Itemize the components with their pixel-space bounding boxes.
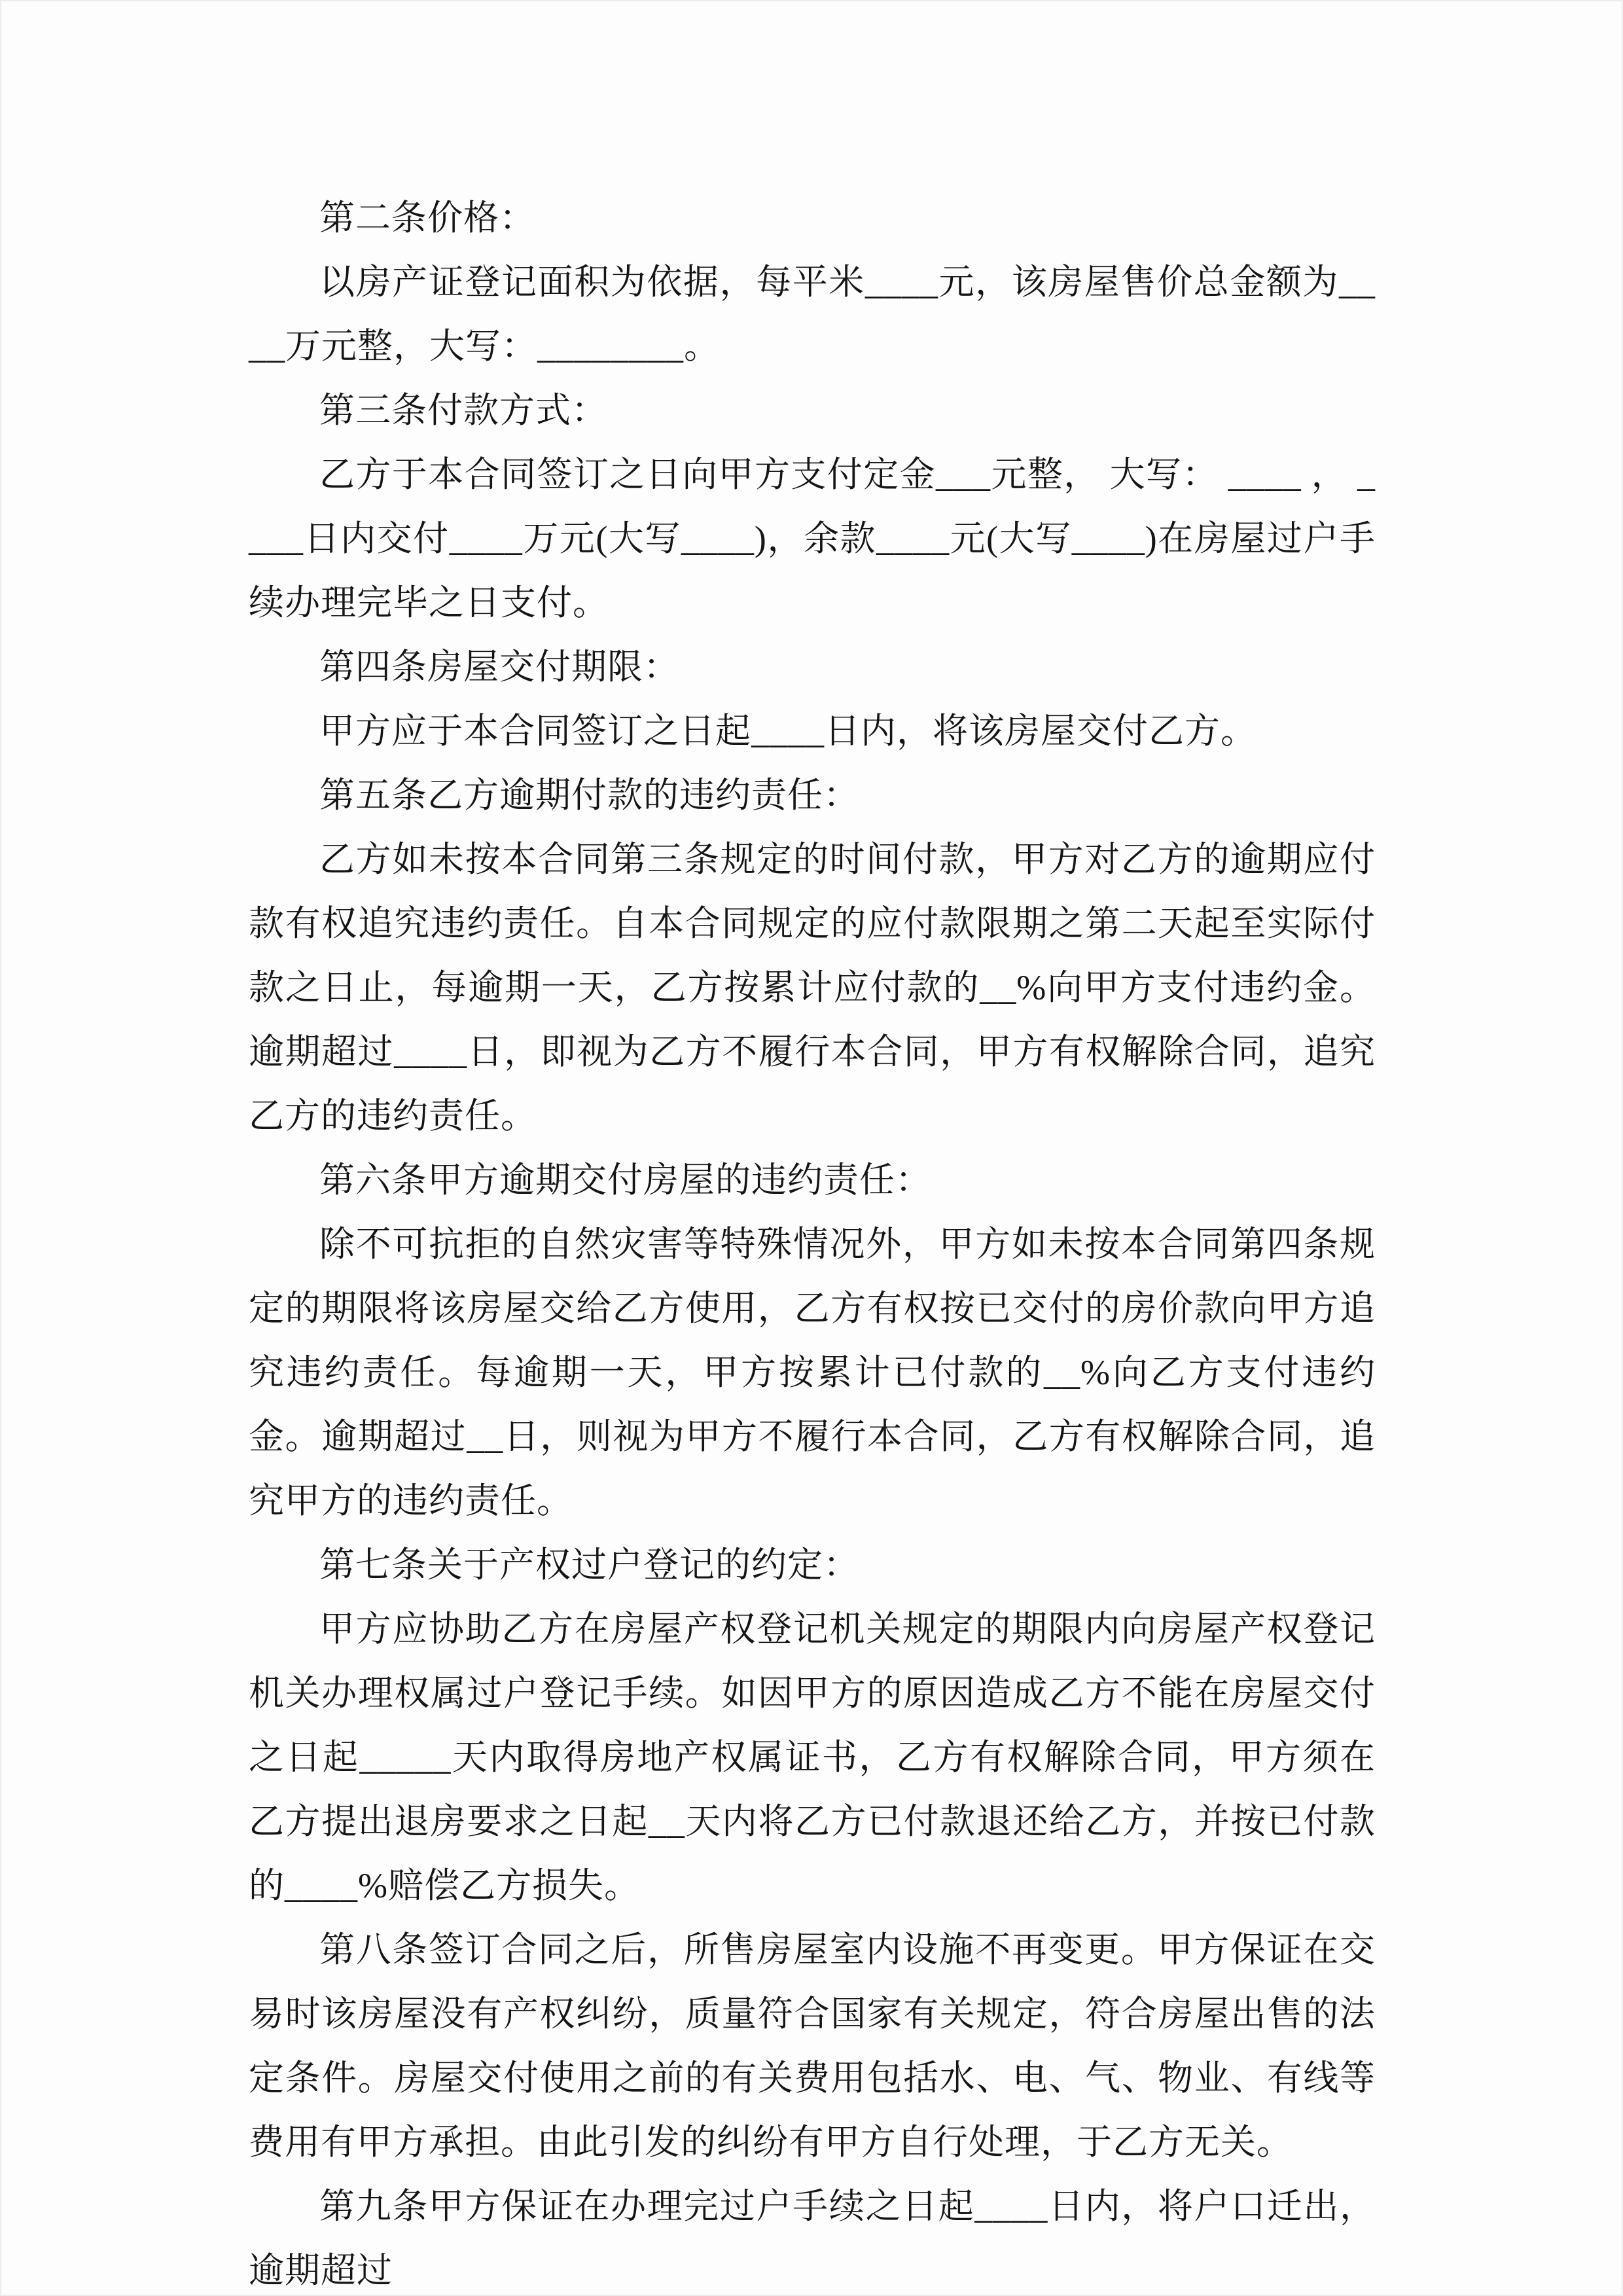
clause-body-hukou-moveout: 第九条甲方保证在办理完过户手续之日起____日内，将户口迁出，逾期超过 — [249, 2187, 1376, 2290]
clause-heading-price: 第二条价格： — [319, 198, 535, 238]
clause-heading-delivery-deadline: 第四条房屋交付期限： — [319, 647, 679, 687]
clause-body-price: 以房产证登记面积为依据，每平米____元，该房屋售价总金额为____万元整，大写：________。 — [249, 262, 1376, 366]
clause-body-fixtures-and-fees: 第八条签订合同之后，所售房屋室内设施不再变更。甲方保证在交易时该房屋没有产权纠纷，质量符合国家有关规定，符合房屋出售的法定条件。房屋交付使用之前的有关费用包括水、电、气、物业、有线等费用有甲方承担。由此引发的纠纷有甲方自行处理，于乙方无关。 — [249, 1930, 1376, 2162]
clause-body-buyer-late-payment: 乙方如未按本合同第三条规定的时间付款，甲方对乙方的逾期应付款有权追究违约责任。自本合同规定的应付款限期之第二天起至实际付款之日止，每逾期一天，乙方按累计应付款的__%向甲方支付违约金。逾期超过____日，即视为乙方不履行本合同，甲方有权解除合同，追究乙方的违约责任。 — [249, 840, 1376, 1136]
clause-body-seller-late-delivery: 除不可抗拒的自然灾害等特殊情况外，甲方如未按本合同第四条规定的期限将该房屋交给乙方使用，乙方有权按已交付的房价款向甲方追究违约责任。每逾期一天，甲方按累计已付款的__%向乙方支付违约金。逾期超过__日，则视为甲方不履行本合同，乙方有权解除合同，追究甲方的违约责任。 — [249, 1225, 1376, 1520]
clause-heading-payment-method: 第三条付款方式： — [319, 391, 607, 430]
clause-body-payment-method: 乙方于本合同签订之日向甲方支付定金___元整， 大写： ____ ， ____日内交付____万元(大写____)，余款____元(大写____)在房屋过户手续办理完毕之日支付。 — [249, 455, 1376, 622]
clause-body-delivery-deadline: 甲方应于本合同签订之日起____日内，将该房屋交付乙方。 — [319, 711, 1257, 751]
clause-heading-buyer-late-payment: 第五条乙方逾期付款的违约责任： — [319, 776, 859, 815]
clause-heading-title-transfer: 第七条关于产权过户登记的约定： — [319, 1545, 859, 1585]
contract-text-block — [249, 186, 1376, 2296]
clause-heading-seller-late-delivery: 第六条甲方逾期交付房屋的违约责任： — [319, 1160, 931, 1200]
clause-body-title-transfer: 甲方应协助乙方在房屋产权登记机关规定的期限内向房屋产权登记机关办理权属过户登记手续。如因甲方的原因造成乙方不能在房屋交付之日起_____天内取得房地产权属证书，乙方有权解除合同，甲方须在乙方提出退房要求之日起__天内将乙方已付款退还给乙方，并按已付款的____%赔偿乙方损失。 — [249, 1609, 1376, 1905]
